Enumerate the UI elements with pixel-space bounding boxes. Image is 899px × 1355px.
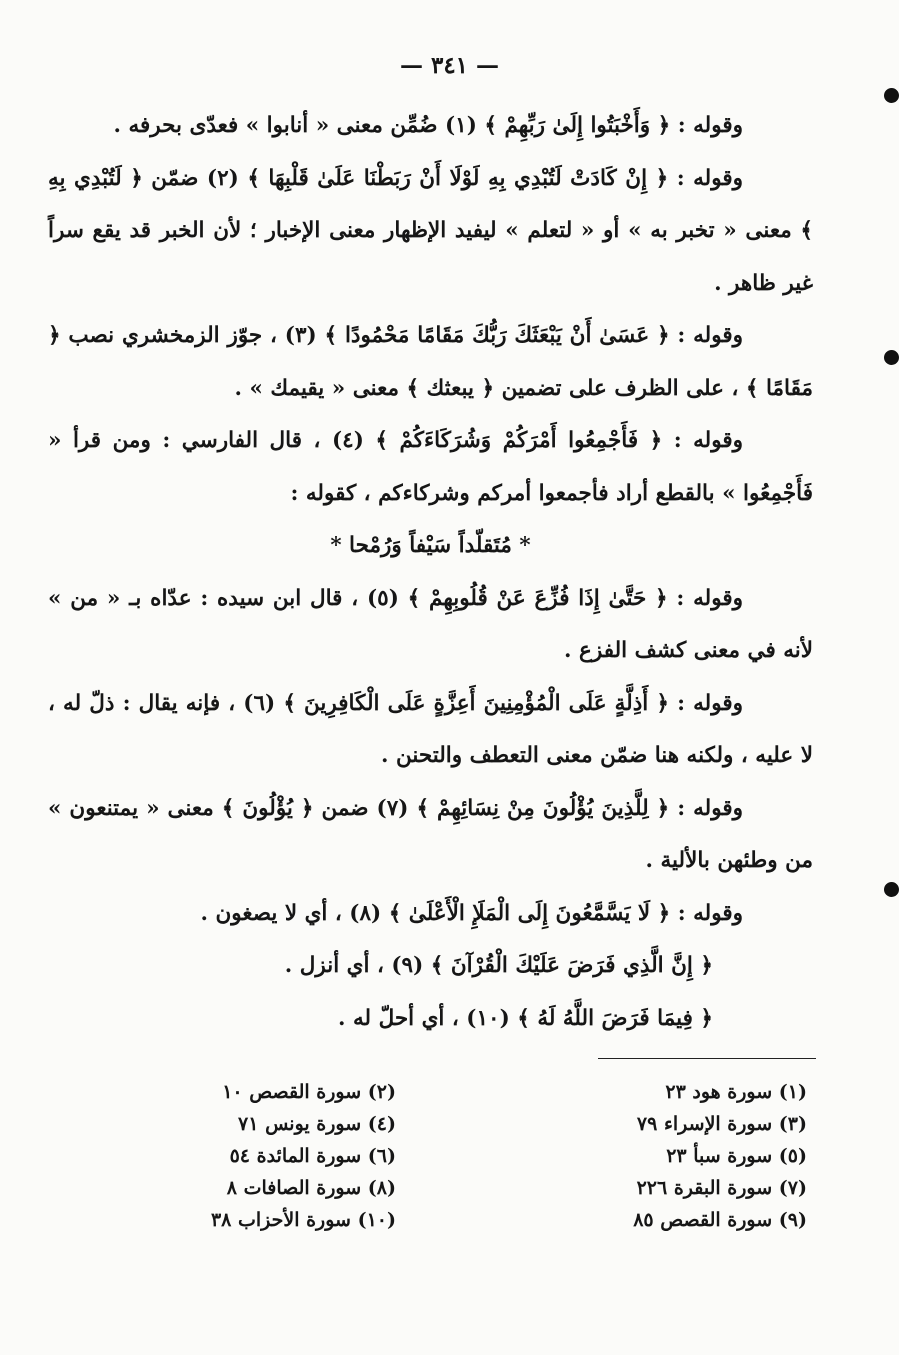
footnote: (٥) سورة سبأ ٢٣ [666, 1145, 807, 1167]
paragraph: وقوله : ﴿ عَسَىٰ أَنْ يَبْعَثَكَ رَبُّكَ مَقَامًا مَحْمُودًا ﴾ (٣) ، جوّز الزمخشري نصب ﴿ مَقَامًا ﴾ ، على الظرف على تضمين ﴿ يبعثك ﴾ معنى « يقيمك » . [48, 323, 813, 401]
paragraph: وقوله : ﴿ حَتَّىٰ إِذَا فُزِّعَ عَنْ قُلُوبِهِمْ ﴾ (٥) ، قال ابن سيده : عدّاه بـ « من » لأنه في معنى كشف الفزع . [48, 585, 813, 663]
footnote: (٢) سورة القصص ١٠ [222, 1081, 396, 1103]
footnote: (٩) سورة القصص ٨٥ [633, 1209, 807, 1231]
footnote: (١٠) سورة الأحزاب ٣٨ [210, 1209, 396, 1231]
footnotes-right-column [633, 1076, 807, 1236]
paragraph: وقوله : ﴿ لِلَّذِينَ يُؤْلُونَ مِنْ نِسَائِهِمْ ﴾ (٧) ضمن ﴿ يُؤْلُونَ ﴾ معنى « يمتنعون » من وطئهن بالألية . [48, 795, 813, 873]
paragraph: وقوله : ﴿ أَذِلَّةٍ عَلَى الْمُؤْمِنِينَ أَعِزَّةٍ عَلَى الْكَافِرِينَ ﴾ (٦) ، فإنه يقال : ذلّ له ، لا عليه ، ولكنه هنا ضمّن معنى التعطف والتحنن . [48, 690, 813, 768]
footnotes-left-column [211, 1076, 396, 1236]
binding-hole-mark [884, 88, 899, 103]
footnote: (٤) سورة يونس ٧١ [238, 1113, 396, 1135]
poetry-verse: * مُتَقلّداً سَيْفاً وَرُمْحا * [330, 533, 531, 558]
footnote: (٧) سورة البقرة ٢٢٦ [636, 1177, 807, 1199]
continuation-line: ﴿ إِنَّ الَّذِي فَرَضَ عَلَيْكَ الْقُرْآنَ ﴾ (٩) ، أي أنزل . [284, 953, 713, 978]
main-text [48, 100, 813, 1045]
paragraph: وقوله : ﴿ لَا يَسَّمَّعُونَ إِلَى الْمَلَإِ الْأَعْلَىٰ ﴾ (٨) ، أي لا يصغون . [200, 900, 743, 926]
binding-hole-mark [884, 350, 899, 365]
paragraph: وقوله : ﴿ إِنْ كَادَتْ لَتُبْدِي بِهِ لَوْلَا أَنْ رَبَطْنَا عَلَىٰ قَلْبِهَا ﴾ (٢) ضمّن ﴿ لَتُبْدِي بِهِ ﴾ معنى « تخبر به » أو « لتعلم » ليفيد الإظهار معنى الإخبار ؛ لأن الخبر قد يقع سراً غير ظاهر . [48, 165, 813, 296]
footnote: (٣) سورة الإسراء ٧٩ [636, 1113, 807, 1135]
paragraph: وقوله : ﴿ فَأَجْمِعُوا أَمْرَكُمْ وَشُرَكَاءَكُمْ ﴾ (٤) ، قال الفارسي : ومن قرأ « فَأَجْمِعُوا » بالقطع أراد فأجمعوا أمركم وشركاءكم ، كقوله : [48, 428, 813, 506]
continuation-line: ﴿ فِيمَا فَرَضَ اللَّهُ لَهُ ﴾ (١٠) ، أي أحلّ له . [338, 1005, 713, 1031]
footnote: (٦) سورة المائدة ٥٤ [229, 1145, 396, 1167]
footnote: (١) سورة هود ٢٣ [665, 1081, 807, 1103]
paragraph: وقوله : ﴿ وَأَخْبَتُوا إِلَىٰ رَبِّهِمْ ﴾ (١) ضُمِّن معنى « أنابوا » فعدّى بحرفه . [113, 113, 743, 138]
footnote-divider [598, 1058, 816, 1059]
binding-hole-mark [884, 882, 899, 897]
footnote: (٨) سورة الصافات ٨ [226, 1177, 396, 1199]
page-number: — ٣٤١ — [399, 52, 500, 79]
